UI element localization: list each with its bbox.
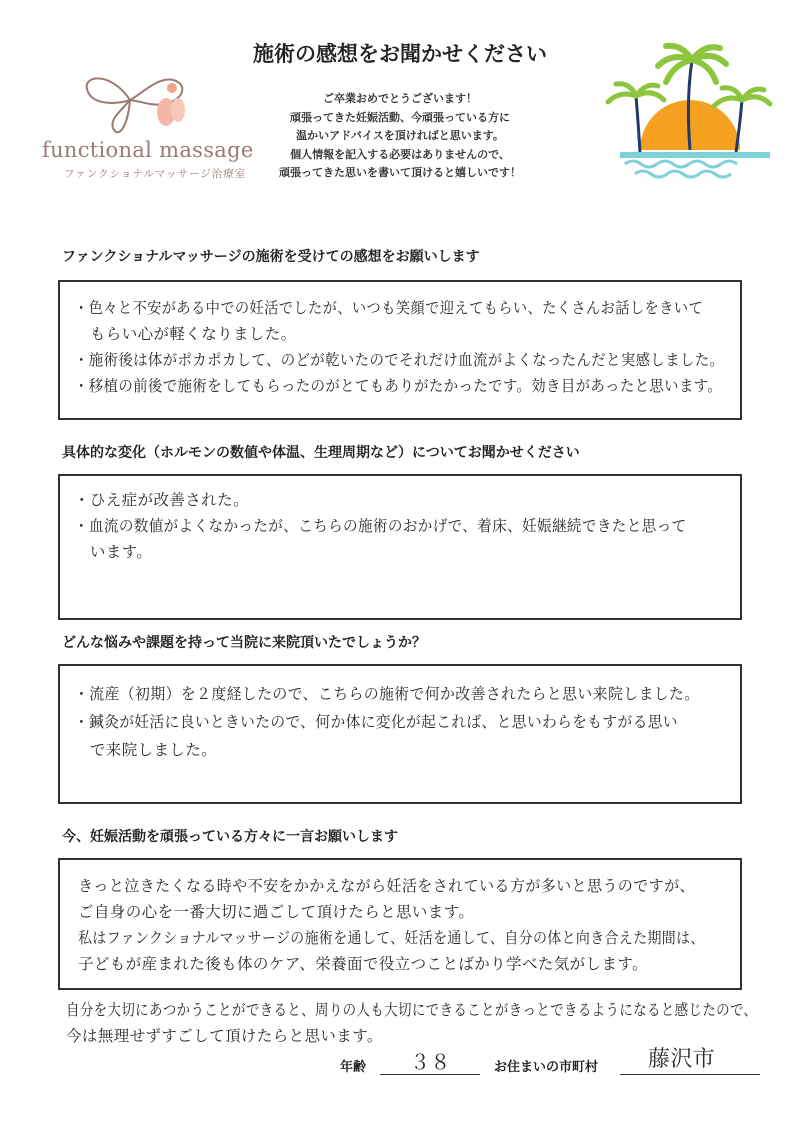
question-label-impressions: ファンクショナルマッサージの施術を受けての感想をお願いします bbox=[62, 249, 480, 265]
question-label-message: 今、妊娠活動を頑張っている方々に一言お願いします bbox=[62, 829, 398, 845]
answer-box-impressions bbox=[58, 280, 742, 420]
handwritten-line: 私はファンクショナルマッサージの施術を通して、妊活を通して、自分の体と向き合えた期間は、 bbox=[78, 929, 705, 947]
brand-subtitle: ファンクショナルマッサージ治療室 bbox=[64, 168, 247, 180]
brand-name: functional massage bbox=[42, 138, 254, 162]
handwritten-line-overflow: 自分を大切にあつかうことができると、周りの人も大切にできることがきっとできるようになると感じたので、 bbox=[66, 1001, 758, 1019]
handwritten-line: ・施術後は体がポカポカして、のどが乾いたのでそれだけ血流がよくなったんだと実感しました。 bbox=[74, 351, 725, 369]
handwritten-line: 子どもが産まれた後も体のケア、栄養面で役立つことばかり学べた気がします。 bbox=[78, 955, 648, 973]
intro-line: 温かいアドバイスを頂ければと思います。 bbox=[296, 129, 504, 142]
brand-logo bbox=[30, 60, 254, 190]
handwritten-line: ・血流の数値がよくなかったが、こちらの施術のおかげで、着床、妊娠継続できたと思って bbox=[74, 517, 687, 535]
ribbon-logo-icon bbox=[80, 60, 190, 138]
city-underline bbox=[620, 1074, 760, 1075]
handwritten-line: きっと泣きたくなる時や不安をかかえながら妊活をされている方が多いと思うのですが、 bbox=[78, 877, 695, 895]
palm-tree-icon bbox=[600, 40, 780, 190]
handwritten-line: ご自身の心を一番大切に過ごして頂けたらと思います。 bbox=[78, 903, 475, 921]
handwritten-line: で来院しました。 bbox=[74, 741, 218, 759]
palm-sunset-illustration bbox=[600, 40, 780, 190]
age-value: ３８ bbox=[410, 1050, 451, 1074]
answer-box-changes bbox=[58, 474, 742, 620]
page-title: 施術の感想をお聞かせください bbox=[253, 42, 547, 66]
handwritten-line-overflow: 今は無理せずすごして頂けたらと思います。 bbox=[66, 1027, 383, 1045]
city-value: 藤沢市 bbox=[648, 1047, 716, 1072]
intro-line: 頑張ってきた思いを書いて頂けると嬉しいです！ bbox=[279, 166, 521, 179]
answer-box-concerns bbox=[58, 664, 742, 804]
handwritten-line: ・鍼灸が妊活に良いときいたので、何か体に変化が起これば、と思いわらをもすがる思い bbox=[74, 713, 678, 731]
answer-box-message bbox=[58, 858, 742, 990]
intro-text bbox=[210, 90, 590, 183]
question-label-concerns: どんな悩みや課題を持って当院に来院頂いたでしょうか？ bbox=[62, 635, 426, 651]
handwritten-line: ・ひえ症が改善された。 bbox=[74, 491, 249, 509]
intro-line: ご卒業おめでとうございます！ bbox=[323, 92, 477, 105]
handwritten-line: います。 bbox=[74, 543, 153, 561]
question-label-changes: 具体的な変化（ホルモンの数値や体温、生理周期など）についてお聞かせください bbox=[62, 445, 580, 461]
handwritten-line: もらい心が軽くなりました。 bbox=[74, 325, 297, 343]
handwritten-line: ・移植の前後で施術をしてもらったのがとてもありがたかったです。効き目があったと思います。 bbox=[74, 377, 723, 395]
handwritten-line: ・色々と不安がある中での妊活でしたが、いつも笑顔で迎えてもらい、たくさんお話しをきいて bbox=[74, 299, 704, 317]
intro-line: 頑張ってきた妊娠活動、今頑張っている方に bbox=[290, 110, 510, 124]
handwritten-line: ・流産（初期）を２度経したので、こちらの施術で何か改善されたらと思い来院しました。 bbox=[74, 685, 700, 703]
city-label: お住まいの市町村 bbox=[494, 1060, 599, 1075]
intro-line: 個人情報を記入する必要はありませんので、 bbox=[290, 147, 510, 161]
age-label: 年齢 bbox=[340, 1060, 367, 1075]
